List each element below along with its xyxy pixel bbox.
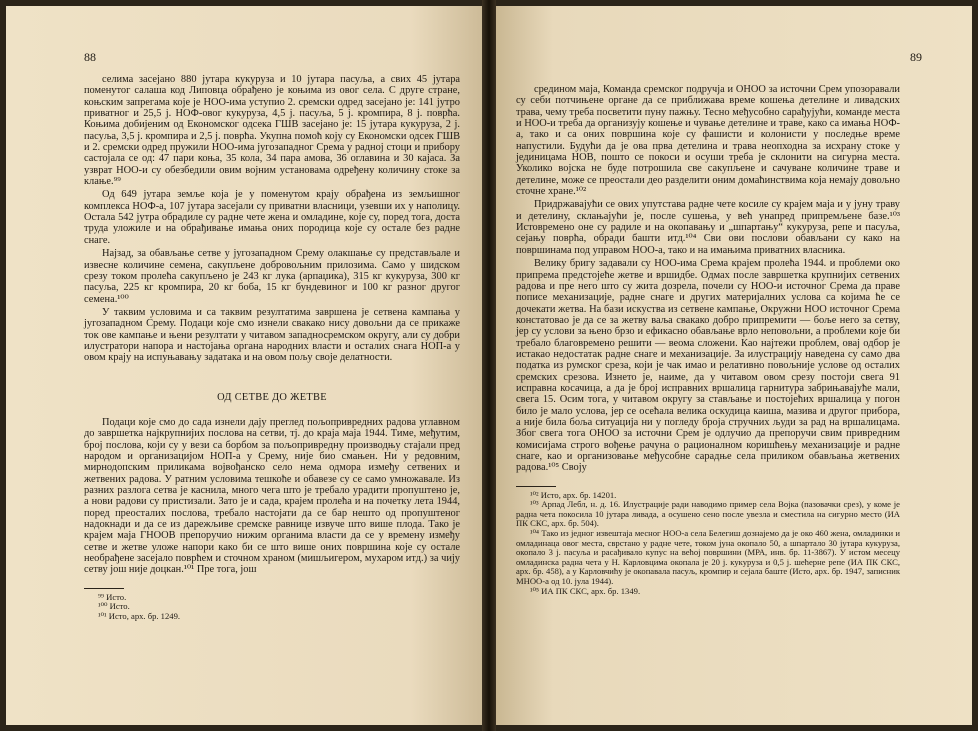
left-page: [6, 6, 482, 725]
page-number: 89: [910, 50, 922, 64]
paragraph: Придржавајући се ових упутстава радне чете косиле су крајем маја и у јуну траву и детелину, склањајући је, после сушења, у већ унапред припремљене базе.¹⁰³ Истовремено оне су радиле и на окопавању и „шпартању“ кукуруза, репе и пасуља, сејању поврћа, обради башти итд.¹⁰⁴ Сви ови послови обављани су како на површинама под управом НОО-а, тако и на имањима приватних власника.: [516, 199, 900, 256]
footnote-separator: [84, 588, 124, 589]
footnote: ¹⁰⁰ Исто.: [98, 601, 130, 612]
footnote: ¹⁰³ Арпад Лебл, н. д. 16. Илустрације ради наводимо пример села Војка (пазовачки срез), у коме је радна чета покосила 10 јутара ливада, а осушено сено после увезла и сместила на сигурно место (ИА ПК СКС, арх. бр. 504).: [516, 499, 900, 529]
left-page-body: [84, 74, 460, 622]
footnote: ¹⁰⁴ Тако из једног извештаја месног НОО-а села Белегиш дознајемо да је око 460 жена, омладинки и омладинаца овог места, сврстано у радне чете, током јуна окопало 50, а шпартало 30 јутара кукуруза, окопало 3 ј. пасуља и расађивало купус на већој површини (МРА, инв. бр. 11-3867). У истом месецу омладинска радна чета у Н. Карловцима окопала је 20 ј. кукуруза и 0,5 ј. шећерне репе (ИА ПК СКС, арх. бр. 458), а у Карловчићу је окопавала пасуљ, кромпир и сејала баште (Исто, арх. бр. 1947, записник МНОО-а од 10. јула 1944).: [516, 528, 900, 587]
section-heading: ОД СЕТВЕ ДО ЖЕТВЕ: [217, 391, 327, 403]
book-gutter: [482, 0, 496, 731]
paragraph: Подаци које смо до сада изнели дају преглед пољопривредних радова углавном до завршетка најкрупнијих послова на сетви, тј. до краја маја 1944. Тиме, међутим, број послова, који су у вези са борбом за пољопривредну производњу стајали пред народом и организацијом НОП-а у Срему, није био смањен. Ни у редовним, мирнодопским приликама војвођанско село нема одмора између сетвених и жетвених радова. У ратним условима тешкоће и обавезе су се само умножавале. Из разних разлога сетва је каснила, много чега што је требало урадити пропуштено је, а нови радови су пристизали. Зато је и сада, крајем пролећа и на почетку лета 1944, поред преосталих послова, требало настојати да се бар нешто од пропуштеног надокнади и да се из дарежљиве сремске равнице извуче што више плода. Тако је крајем маја ГНООВ препоручио нижим органима власти да се у времену између сетве и жетве уложе напори како би се што више оних површина које су остале необрађене засејало поврћем и сточном храном (мишљигером, мухаром итд.) за чију сетву још није доцкан.¹⁰¹ Пре тога, још: [84, 416, 460, 576]
paragraph: Од 649 јутара земље која је у поменутом крају обрађена из земљишног комплекса НОФ-а, 107 јутара засејали су приватни власници, узевши их у наполицу. Остала 542 јутра обрадиле су радне чете жена и омладине, које су, поред тога, доста труда уложиле и на обрађивање имања оних породица које су остале без радне снаге.: [84, 189, 460, 246]
paragraph: Најзад, за обављање сетве у југозападном Срему олакшање су представљале и извесне количине семена, сакупљене добровољним прилозима. Само у шидском срезу током пролећа сакупљено је 243 кг лука (арпаџика), 315 кг кукуруза, 300 кг пасуља, 225 кг кромпира, 20 кг боба, 15 кг бундевиног и 100 кг разног другог семена.¹⁰⁰: [84, 248, 460, 305]
footnote: ¹⁰¹ Исто, арх. бр. 1249.: [98, 610, 181, 621]
paragraph: Велику бригу задавали су НОО-има Срема крајем пролећа 1944. и проблеми око припрема предстојеће жетве и вршидбе. Одмах после завршетка крупнијих сетвених радова и пре него што су жита дозрела, почели су НОО-и источног Срема да праве пописе механизације, радне снаге и других материјалних услова са којима ће се дочекати жетва. На бази искуства из сетвене кампање, Окружни НОО источног Срема констатовао је да се за жетву ваља свакако добро припремити — боље него за сетву, јер су услови за њено брзо и ефикасно обављање врло неповољни, а проблеми које би требало благовремено решити — веома сложени. Као најтежи проблем, овај одбор је истакао недостатак радне снаге и механизације. За илустрацију наведена су само два податка из румског среза, који је чак имао и релативно повољније услове од осталих сремских срезова. Изнето је, наиме, да у читавом овом срезу постоји свега 91 исправна косачица, а да је број исправних вршалица гарнитура забрињавајуће мали, свега 15. Осим тога, у читавом округу за стављање и постојећих вршалица у погон било је мало услова, јер се осећала велика оскудица каиша, мазива и другог прибора, а није била боља ситуација ни у погледу броја стручних људи за рад на вршалицама. Због свега тога ОНОО за источни Срем је одлучио да препоручи свим привредним комисијама строго вођење рачуна о рационалном коришћењу механизације и радне снаге, као и организовање међусобне сарадње села приликом обављања жетвених радова.¹⁰⁵ Своју: [516, 258, 900, 474]
right-page-body: [516, 84, 900, 596]
footnote: ⁹⁹ Исто.: [98, 591, 127, 602]
footnotes: [84, 593, 460, 622]
paragraph: У таквим условима и са таквим резултатима завршена је сетвена кампања у југозападном Срему. Подаци које смо изнели свакако нису довољни да се прикаже ток ове кампање и њени резултати у читавом западносремском округу, али су добри илустратори напора и настојања органа народних власти и осталих снага НОП-а у овом крају на испуњавању задатака и на овом пољу своје делатности.: [84, 306, 460, 364]
footnotes: [516, 491, 900, 597]
right-page: [496, 6, 972, 725]
footnote-separator: [516, 486, 556, 487]
paragraph: средином маја, Команда сремског подручја и ОНОО за источни Срем упозоравали су себи потчињене органе да се приближава време кошења детелине и ливадских трава, чему треба посветити пуну пажњу. Тесно међусобно сарађујући, команде места и НОО-и треба да организују кошење и чување детелине и траве, како са имања НОФ-а, тако и са оних површина које су фашисти и колонисти у последње време напустили. Будући да је ова прва детелина и трава неопходна за исхрану стоке у јединицама НОВ, пошто се покоси и осуши треба је склонити на сигурна места. Уколико војска не буде потрошила све сакупљене и сачуване количине траве и детелине, може се преостали део разделити оним домаћинствима која немају довољно сточне хране.¹⁰²: [516, 84, 900, 198]
footnote: ¹⁰² Исто, арх. бр. 14201.: [530, 489, 617, 500]
paragraph: селима засејано 880 јутара кукуруза и 10 јутара пасуља, а свих 45 јутара поменутог салаша код Липовца обрађено је коњима из овог села. С друге стране, коњским запрегама које је НОО-има уступио 2. сремски одред засејано је: 141 јутро приватног и 25,5 ј. НОФ-овог кукуруза, 4,5 ј. пасуља, 5 ј. кромпира, 8 ј. поврћа. Коњима добијеним од Економског одсека ГШВ засејано је: 15 јутара кукуруза, 2 ј. пасуља, 3,5 ј. кромпира и 2,5 ј. поврћа. Укупна помоћ коју су Економски одсек ГШВ и 2. сремски одред пружили НОО-има југозападног Срема у радној стоци и прибору састојала се од: 47 пари коња, 35 кола, 34 пара амова, 36 оглавина и 30 кајаса. За узврат НОО-и су обезбедили овим војним установама одређену количину стоке за клање.⁹⁹: [84, 74, 460, 188]
footnote: ¹⁰⁵ ИА ПК СКС, арх. бр. 1349.: [530, 585, 641, 596]
page-number: 88: [84, 50, 96, 64]
